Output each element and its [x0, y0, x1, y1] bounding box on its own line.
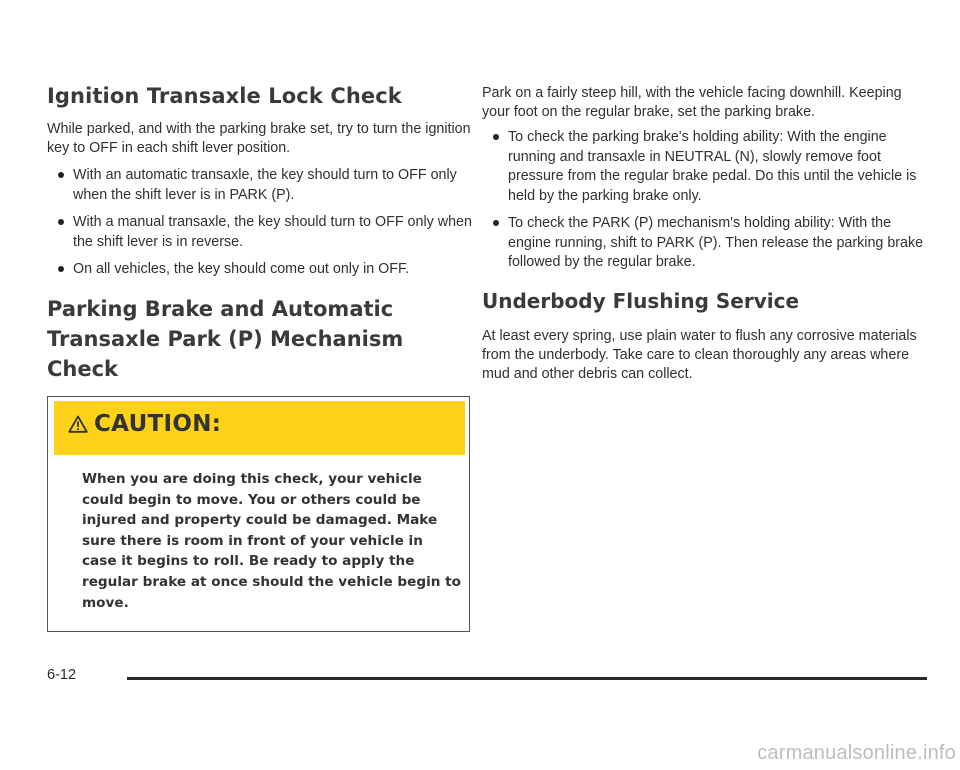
- parking-check-list: [482, 128, 927, 273]
- right-column: [482, 84, 927, 390]
- list-item: To check the parking brake's holding ability: With the engine running and transaxle in NEUTRAL (N), slowly remove foot pressure from the regular brake pedal. Do this until the vehicle is held by the parking brake only.: [482, 128, 927, 206]
- page-number: 6-12: [47, 667, 77, 683]
- bullet-icon: [493, 220, 499, 226]
- caution-box: [47, 396, 470, 632]
- ignition-check-list: [47, 166, 472, 280]
- bullet-icon: [58, 219, 64, 225]
- list-item: To check the PARK (P) mechanism's holding ability: With the engine running, shift to PARK (P). Then release the parking brake followed by the regular brake.: [482, 214, 927, 273]
- footer-rule: [127, 677, 927, 680]
- watermark: carmanualsonline.info: [757, 742, 956, 764]
- caution-title: CAUTION:: [68, 411, 221, 437]
- caution-text: When you are doing this check, your vehicle could begin to move. You or others could be injured and property could be damaged. Make sure there is room in front of your vehicle in case it begins to roll. Be ready to apply the regular brake at once should the vehicle begin to move.: [82, 471, 461, 611]
- bullet-icon: [493, 134, 499, 140]
- list-item: With an automatic transaxle, the key should turn to OFF only when the shift lever is in PARK (P).: [47, 166, 472, 205]
- ignition-check-intro: While parked, and with the parking brake set, try to turn the ignition key to OFF in each shift lever position.: [47, 121, 471, 156]
- bullet-icon: [58, 172, 64, 178]
- warning-triangle-icon: [68, 415, 88, 433]
- heading-underbody-flushing: Underbody Flushing Service: [482, 288, 800, 313]
- underbody-flushing-text: At least every spring, use plain water to flush any corrosive materials from the underbody. Take care to clean thoroughly any areas where mud and other debris can collect.: [482, 327, 917, 382]
- parking-check-intro: Park on a fairly steep hill, with the vehicle facing downhill. Keeping your foot on the regular brake, set the parking brake.: [482, 85, 902, 120]
- list-item: On all vehicles, the key should come out only in OFF.: [47, 260, 472, 280]
- list-item: With a manual transaxle, the key should turn to OFF only when the shift lever is in reverse.: [47, 213, 472, 252]
- heading-ignition-lock-check: Ignition Transaxle Lock Check: [47, 84, 402, 108]
- left-column: [47, 82, 472, 398]
- heading-parking-brake-check: Parking Brake and Automatic Transaxle Park (P) Mechanism Check: [47, 296, 404, 381]
- bullet-icon: [58, 266, 64, 272]
